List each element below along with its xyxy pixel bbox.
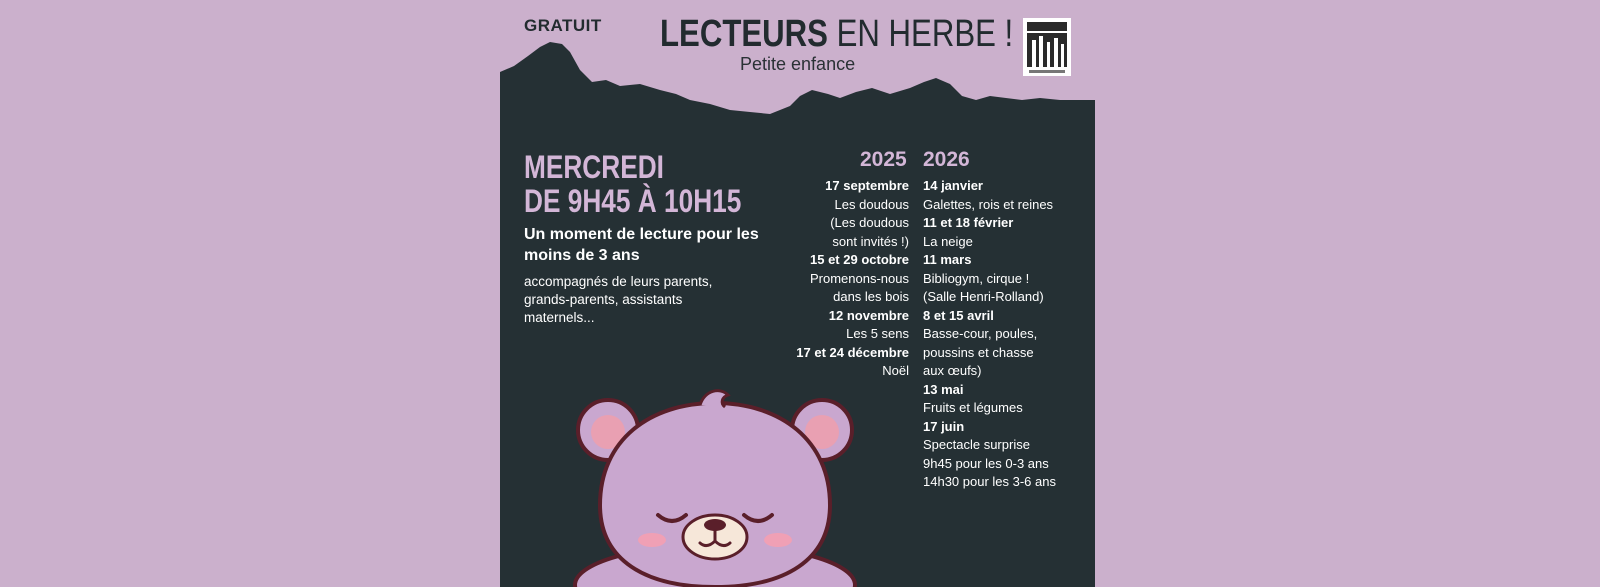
event-item <box>759 177 909 251</box>
event-item <box>923 381 1093 418</box>
event-date: 17 juin <box>923 418 965 434</box>
sleeping-bear-icon <box>560 385 870 587</box>
event-date: 15 et 29 octobre <box>810 252 909 267</box>
event-date: 11 mars <box>923 252 972 267</box>
event-desc: Promenons-nous dans les bois <box>810 270 909 304</box>
event-item <box>923 214 1093 251</box>
event-desc: Basse-cour, poules, poussins et chasse aux œufs) <box>923 326 1038 378</box>
library-logo-icon <box>1023 18 1071 76</box>
title-bold: LECTEURS <box>660 13 828 55</box>
event-date: 12 novembre <box>828 307 909 323</box>
event-item <box>759 344 909 381</box>
event-item <box>923 177 1093 214</box>
title-light: EN HERBE ! <box>827 13 1014 55</box>
event-desc: Galettes, rois et reines <box>923 196 1054 212</box>
event-desc: Fruits et légumes <box>923 400 1023 415</box>
intro-strong-text: Un moment de lecture pour les moins de 3 ans <box>524 226 759 264</box>
events-2025-list <box>759 177 909 381</box>
event-item <box>923 251 1093 307</box>
poster-title <box>660 13 1014 55</box>
event-desc: Noël <box>882 363 909 378</box>
event-date: 13 mai <box>923 381 964 397</box>
event-item <box>759 307 909 344</box>
event-desc: La neige <box>923 233 973 249</box>
events-2026-list <box>923 177 1093 492</box>
intro-text: accompagnés de leurs parents, grands-parents, assistants maternels... <box>524 274 713 325</box>
event-date: 11 et 18 février <box>923 215 1014 230</box>
heading-day: MERCREDI <box>524 149 664 185</box>
free-label: GRATUIT <box>524 16 602 35</box>
event-desc: Les 5 sens <box>846 326 909 341</box>
schedule-heading <box>524 150 741 218</box>
event-item <box>759 251 909 307</box>
event-date: 8 et 15 avril <box>923 307 994 323</box>
event-date: 17 et 24 décembre <box>796 344 909 360</box>
poster <box>500 0 1095 587</box>
event-desc: Les doudous (Les doudous sont invités !) <box>830 196 909 249</box>
event-date: 14 janvier <box>923 178 983 193</box>
poster-subtitle: Petite enfance <box>740 54 856 74</box>
event-desc: Bibliogym, cirque ! (Salle Henri-Rolland) <box>923 270 1044 304</box>
year-2026-heading: 2026 <box>923 148 970 171</box>
event-item <box>923 418 1093 492</box>
event-date: 17 septembre <box>825 178 909 193</box>
heading-time: DE 9H45 À 10H15 <box>524 183 742 219</box>
event-desc: Spectacle surprise 9h45 pour les 0-3 ans 14h30 pour les 3-6 ans <box>923 437 1056 489</box>
year-2025-heading: 2025 <box>860 148 907 171</box>
event-item <box>923 307 1093 381</box>
